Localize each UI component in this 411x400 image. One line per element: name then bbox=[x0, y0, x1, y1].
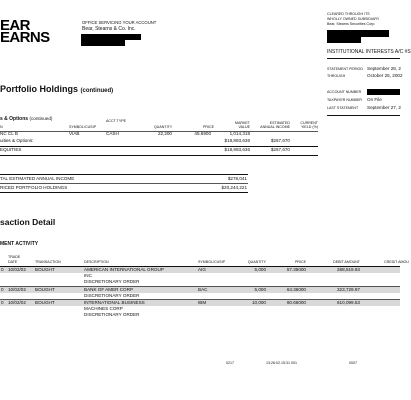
row2-type: BOUGHT bbox=[35, 287, 55, 292]
equities-market: $18,893,636 bbox=[224, 147, 250, 152]
row1-debit: 288,519.93 bbox=[337, 267, 360, 272]
holding-desc: NC CL B bbox=[0, 131, 18, 136]
row3-desc-3: DISCRETIONARY ORDER bbox=[84, 312, 140, 317]
col-symbol: SYMBOL/CUSIP bbox=[198, 260, 225, 264]
col-market-value: MARKET VALUE bbox=[235, 121, 250, 129]
divider bbox=[0, 155, 318, 156]
clearing-block bbox=[327, 13, 379, 27]
row2-desc-2: DISCRETIONARY ORDER bbox=[84, 293, 140, 298]
row2-pre: 0 bbox=[1, 287, 4, 292]
office-label: OFFICE SERVICING YOUR ACCOUNT bbox=[82, 20, 157, 25]
row3-date: 10/02/02 bbox=[8, 300, 26, 305]
row2-debit: 323,729.97 bbox=[337, 287, 360, 292]
portfolio-section: s & Options (continued) bbox=[0, 116, 53, 122]
taxpayer-value: On File bbox=[367, 97, 382, 102]
portfolio-title: Portfolio Holdings (continued) bbox=[0, 84, 114, 94]
redaction bbox=[81, 40, 125, 46]
period-value: September 28, 2 bbox=[367, 66, 401, 71]
divider bbox=[327, 58, 400, 59]
account-type: INSTITUTIONAL INTERESTS A/C #S bbox=[327, 49, 411, 55]
row3-desc-2: MACHINES CORP bbox=[84, 306, 123, 311]
holding-type: CASH bbox=[106, 131, 119, 136]
clearing-line-2: WHOLLY OWNED SUBSIDIARY bbox=[327, 16, 380, 21]
subtotal-income: $267,670 bbox=[270, 138, 290, 143]
footer-code-a: 0217 bbox=[226, 361, 234, 365]
col-credit: CREDIT AMOU bbox=[384, 260, 409, 264]
footer-code-b: 13:26:02.15:31 001 bbox=[266, 361, 297, 365]
row2-qty: 5,000 bbox=[254, 287, 266, 292]
account-number-label: ACCOUNT NUMBER bbox=[327, 90, 362, 94]
holding-market: 1,014,318 bbox=[229, 131, 250, 136]
summary-holdings-value: $20,244,221 bbox=[221, 185, 247, 190]
subtotal-label: uities & Options: bbox=[0, 138, 34, 143]
summary-income-label: TAL ESTIMATED ANNUAL INCOME bbox=[0, 176, 75, 181]
row3-pre: 0 bbox=[1, 300, 4, 305]
row1-date: 10/02/02 bbox=[8, 267, 26, 272]
row2-desc-1: BANK OF AMER CORP bbox=[84, 287, 134, 292]
divider bbox=[0, 174, 248, 175]
col-quantity: QUANTITY bbox=[154, 125, 173, 129]
col-symbol: SYMBOL/CUSIP bbox=[69, 125, 96, 129]
row1-price: 57.35000 bbox=[286, 267, 306, 272]
row3-desc-1: INTERNATIONAL BUSINESS bbox=[84, 300, 145, 305]
row1-desc-1: AMERICAN INTERNATIONAL GROUP bbox=[84, 267, 164, 272]
subtotal-market: $18,893,636 bbox=[224, 138, 250, 143]
office-name: Bear, Stearns & Co. Inc. bbox=[82, 26, 136, 33]
row2-date: 10/02/02 bbox=[8, 287, 26, 292]
logo-line-2: EARNS bbox=[0, 29, 50, 46]
col-price: PRICE bbox=[295, 260, 306, 264]
divider bbox=[327, 115, 400, 116]
footer-code-c: 0007 bbox=[349, 361, 357, 365]
company-logo bbox=[0, 17, 50, 46]
activity-heading: MENT ACTIVITY bbox=[0, 241, 39, 247]
equities-income: $267,670 bbox=[270, 147, 290, 152]
col-description: N bbox=[0, 125, 3, 129]
last-statement-label: LAST STATEMENT bbox=[327, 106, 359, 110]
col-yield: CURRENT YIELD (%) bbox=[300, 121, 318, 129]
row1-desc-3: DISCRETIONARY ORDER bbox=[84, 279, 140, 284]
row3-price: 60.66000 bbox=[286, 300, 306, 305]
office-block bbox=[82, 21, 156, 32]
redaction bbox=[327, 30, 389, 37]
row1-symbol: AIG bbox=[198, 267, 206, 272]
last-statement-value: September 27, 2 bbox=[367, 105, 401, 110]
col-transaction: TRANSACTION bbox=[35, 260, 61, 264]
col-price: PRICE bbox=[203, 125, 214, 129]
clearing-line-3: Bear, Stearns Securities Corp. bbox=[327, 22, 376, 27]
row1-type: BOUGHT bbox=[35, 267, 55, 272]
transaction-title: saction Detail bbox=[0, 217, 56, 227]
period-label: STATEMENT PERIOD bbox=[327, 67, 363, 71]
col-debit: DEBIT AMOUNT bbox=[333, 260, 360, 264]
row3-symbol: IBM bbox=[198, 300, 207, 305]
col-trade: TRADE bbox=[8, 255, 21, 259]
summary-income-value: $278,041 bbox=[227, 176, 247, 181]
divider bbox=[0, 192, 248, 193]
row2-symbol: BAC bbox=[198, 287, 208, 292]
redaction bbox=[367, 89, 400, 95]
through-label: THROUGH bbox=[327, 74, 346, 78]
row3-type: BOUGHT bbox=[35, 300, 55, 305]
row1-pre: 0 bbox=[1, 267, 4, 272]
summary-holdings-label: RICED PORTFOLIO HOLDINGS bbox=[0, 185, 68, 190]
logo-line-1: EAR bbox=[0, 17, 30, 34]
equities-label: EQUITIES bbox=[0, 147, 22, 152]
holding-symbol: VIAB bbox=[69, 131, 80, 136]
taxpayer-label: TAXPAYER NUMBER bbox=[327, 98, 362, 102]
row1-desc-2: INC bbox=[84, 273, 92, 278]
holding-price: 45.6900 bbox=[194, 131, 211, 136]
account-suffix: #S bbox=[404, 49, 411, 55]
holding-quantity: 22,200 bbox=[157, 131, 172, 136]
col-quantity: QUANTITY bbox=[247, 260, 266, 264]
col-est-income: ESTIMATED ANNUAL INCOME bbox=[260, 121, 290, 129]
row2-price: 64.36000 bbox=[286, 287, 306, 292]
divider bbox=[0, 183, 248, 184]
col-date: DATE bbox=[8, 260, 18, 264]
clearing-line-1: CLEARED THROUGH ITS bbox=[327, 12, 370, 16]
col-acct-type: ACCT TYPE bbox=[106, 119, 127, 123]
row3-qty: 10,000 bbox=[251, 300, 266, 305]
row3-debit: 610,099.53 bbox=[337, 300, 360, 305]
through-value: October 25, 2002 bbox=[367, 73, 403, 78]
redaction bbox=[327, 37, 361, 43]
col-description: DESCRIPTION bbox=[84, 260, 109, 264]
row1-qty: 5,000 bbox=[254, 267, 266, 272]
